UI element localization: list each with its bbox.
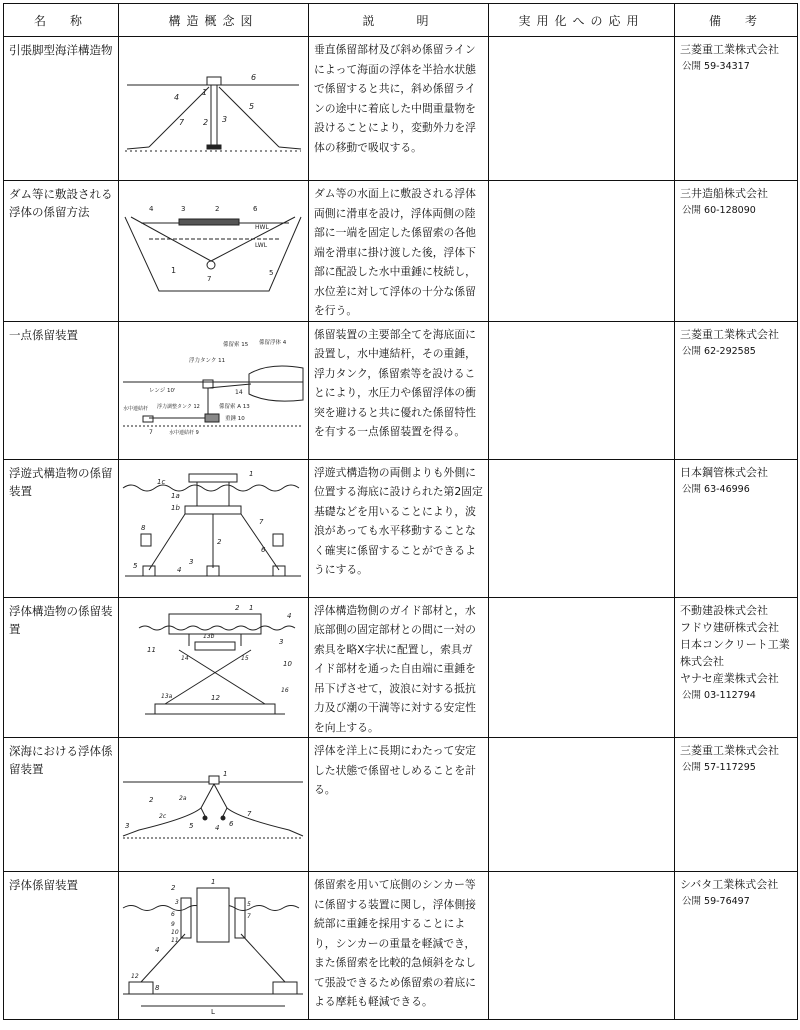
row-description: 垂直係留部材及び斜め係留ラインによって海面の浮体を半拾水状態で係留すると共に，斜め係留ラインの途中に着底した中間重量物を設けることにより，変動外力を浮体の移動で吸収する。: [309, 37, 489, 181]
figure-label: HWL: [255, 224, 269, 231]
figure-label: 2c: [159, 813, 167, 820]
figure-label: 11: [147, 645, 156, 654]
x-mooring-diagram: [119, 598, 307, 736]
figure-label: 2: [217, 537, 222, 546]
figure-label: 1: [171, 266, 177, 275]
single-point-mooring-diagram: [119, 322, 307, 458]
table-row: [4, 181, 798, 322]
org-name: 三菱重工業株式会社: [680, 744, 779, 757]
row-application: [489, 459, 675, 597]
figure-label: 1a: [171, 491, 180, 500]
table-row: [4, 738, 798, 872]
row-remarks: [675, 738, 798, 872]
row-description: 係留装置の主要部全てを海底面に設置し，水中連結杆，その重錘，浮力タンク，係留索等を設けることにより，水圧力や係留浮体の衝突を避けると共に優れた係留特性を有する一点係留装置を得る。: [309, 321, 489, 459]
header-application: 実用化への応用: [489, 4, 675, 37]
row-application: [489, 181, 675, 322]
figure-label: 1: [202, 88, 208, 97]
row-description: ダム等の水面上に敷設される浮体両側に滑車を設け，浮体両側の陸部に一端を固定した係留索の各他端を滑車に掛け渡した後，浮体下部に配設した水中重錘に枝続し，水位差に対して浮体の十分な係留を行う。: [309, 181, 489, 322]
figure-label: 6: [229, 820, 234, 828]
figure-label: 2: [149, 796, 154, 804]
figure-label: 3: [189, 557, 194, 566]
figure-label: 3: [175, 899, 179, 906]
row-name: 浮遊式構造物の係留装置: [4, 459, 119, 597]
org-name: ヤナセ産業株式会社: [680, 671, 779, 685]
figure-label: 9: [171, 921, 175, 928]
deep-sea-mooring-diagram: [119, 738, 307, 870]
figure-label: 7: [179, 118, 185, 127]
figure-label: 2: [171, 884, 176, 892]
table-row: [4, 37, 798, 181]
figure-label: 3: [222, 115, 228, 124]
header-row: [4, 4, 798, 37]
figure-label: 浮力タンク 11: [189, 357, 226, 364]
org-name: 三菱重工業株式会社: [680, 327, 779, 341]
table-row: [4, 597, 798, 738]
publication-number: 公開 59-76497: [682, 896, 750, 907]
org-name: 三菱重工業株式会社: [680, 43, 779, 56]
header-figure: 構造概念図: [119, 4, 309, 37]
figure-label: 14: [181, 654, 189, 662]
figure-label: 8: [155, 984, 160, 992]
structure-figure: [119, 872, 309, 1020]
figure-label: 重錘 10: [225, 415, 245, 422]
figure-label: 3: [125, 822, 130, 830]
row-description: 係留索を用いて底側のシンカー等に係留する装置に関し，浮体側接続部に重錘を採用することにより，シンカーの重量を軽減でき，また係留索を比較的急傾斜をなして張設できるため係留索の着底による摩耗も軽減できる。: [309, 872, 489, 1020]
org-name: フドウ建研株式会社: [680, 620, 779, 634]
structure-figure: [119, 738, 309, 872]
row-remarks: [675, 181, 798, 322]
figure-label: 12: [131, 973, 139, 980]
figure-label: 5: [189, 822, 194, 830]
figure-label: 2: [203, 118, 209, 127]
figure-label: 7: [247, 810, 252, 818]
structure-figure: [119, 597, 309, 738]
figure-label: 10: [283, 659, 292, 668]
figure-label: 7: [149, 428, 153, 436]
dam-float-diagram: [119, 181, 307, 319]
structure-figure: [119, 321, 309, 459]
row-remarks: [675, 872, 798, 1020]
figure-label: 14: [235, 388, 243, 396]
row-application: [489, 37, 675, 181]
figure-label: 6: [171, 911, 175, 918]
row-remarks: [675, 459, 798, 597]
publication-number: 公開 03-112794: [682, 689, 756, 701]
figure-label: 16: [281, 686, 289, 694]
figure-label: 5: [249, 102, 255, 111]
row-name: ダム等に敷設される浮体の係留方法: [4, 181, 119, 322]
header-remarks: 備 考: [675, 4, 798, 37]
patent-table: [3, 3, 798, 1020]
figure-label: 4: [149, 205, 154, 213]
figure-label: 2: [235, 603, 240, 612]
figure-label: 11: [171, 937, 179, 944]
figure-label: レンジ 10': [149, 387, 176, 394]
org-name: 日本コンクリート工業株式会社: [680, 637, 790, 668]
figure-label: 8: [141, 523, 146, 532]
figure-label: 浮力調整タンク 12: [157, 403, 200, 410]
figure-label: 水中連結杆: [123, 405, 149, 412]
figure-label: 1: [249, 469, 254, 478]
figure-label: 1: [249, 603, 254, 612]
figure-label: 4: [174, 93, 180, 102]
row-name: 深海における浮体係留装置: [4, 738, 119, 872]
figure-label: 13b: [203, 632, 215, 640]
row-remarks: [675, 321, 798, 459]
figure-label: LWL: [255, 242, 268, 249]
row-name: 浮体構造物の係留装置: [4, 597, 119, 738]
figure-label: 2: [215, 205, 220, 213]
figure-label: 1b: [171, 503, 180, 512]
figure-label: 水中連結杆 9: [169, 429, 199, 436]
row-name: 引張脚型海洋構造物: [4, 37, 119, 181]
row-name: 一点係留装置: [4, 321, 119, 459]
org-name: 不動建設株式会社: [680, 603, 768, 617]
row-application: [489, 738, 675, 872]
figure-label: 4: [287, 611, 292, 620]
figure-label: 6: [253, 205, 258, 213]
figure-label: 1c: [157, 477, 166, 486]
row-description: 浮体構造物側のガイド部材と，水底部側の固定部材との間に一対の索具を略X字状に配置し，索具ガイド部材を通った自由端に重錘を吊下げさせて，波浪に対する抵抗力及び潮の干満等に対する安定性を向上する。: [309, 597, 489, 738]
row-application: [489, 597, 675, 738]
structure-figure: [119, 37, 309, 181]
figure-label: 1: [223, 770, 228, 778]
row-remarks: [675, 597, 798, 738]
publication-number: 公開 60-128090: [682, 205, 756, 216]
row-description: 浮遊式構造物の両側よりも外側に位置する海底に設けられた第2固定基礎などを用いることにより，波浪があっても水平移動することなく確実に係留することができるようにする。: [309, 459, 489, 597]
figure-label: 13a: [161, 692, 173, 700]
publication-number: 公開 63-46996: [682, 483, 750, 495]
figure-label: 5: [247, 901, 251, 908]
row-remarks: [675, 37, 798, 181]
figure-label: 5: [133, 561, 138, 570]
figure-label: 3: [181, 205, 186, 213]
header-name: 名 称: [4, 4, 119, 37]
structure-figure: [119, 459, 309, 597]
figure-label: 1: [211, 878, 216, 886]
figure-label: 4: [177, 565, 182, 574]
tension-leg-diagram: [119, 37, 307, 179]
row-description: 浮体を洋上に長期にわたって安定した状態で係留せしめることを計る。: [309, 738, 489, 872]
figure-label: 6: [261, 545, 266, 554]
publication-number: 公開 62-292585: [682, 345, 756, 357]
figure-label: 4: [155, 946, 160, 954]
figure-label: 係留浮体 4: [259, 339, 287, 346]
figure-label: 5: [269, 269, 274, 277]
figure-label: 4: [215, 824, 220, 832]
float-mooring-sinker-diagram: [119, 872, 307, 1018]
figure-label: 係留索 15: [223, 341, 249, 348]
floating-structure-diagram: [119, 460, 307, 596]
figure-label: 7: [259, 517, 264, 526]
figure-label: 10: [171, 929, 179, 936]
figure-label: 6: [251, 73, 257, 82]
figure-label: 15: [241, 654, 249, 662]
header-description: 説 明: [309, 4, 489, 37]
row-application: [489, 321, 675, 459]
figure-label: 2a: [179, 795, 187, 802]
publication-number: 公開 59-34317: [682, 61, 750, 72]
org-name: 日本鋼管株式会社: [680, 465, 768, 479]
figure-label: 7: [207, 275, 212, 283]
structure-figure: [119, 181, 309, 322]
org-name: 三井造船株式会社: [680, 187, 768, 200]
publication-number: 公開 57-117295: [682, 762, 756, 773]
table-row: [4, 459, 798, 597]
figure-label: 3: [279, 637, 284, 646]
figure-label: 係留索 A 13: [219, 403, 250, 410]
table-row: [4, 321, 798, 459]
org-name: シバタ工業株式会社: [680, 878, 779, 891]
figure-label: L: [211, 1008, 215, 1016]
figure-label: 12: [211, 693, 220, 702]
table-row: [4, 872, 798, 1020]
row-application: [489, 872, 675, 1020]
row-name: 浮体係留装置: [4, 872, 119, 1020]
figure-label: 7: [247, 913, 251, 920]
